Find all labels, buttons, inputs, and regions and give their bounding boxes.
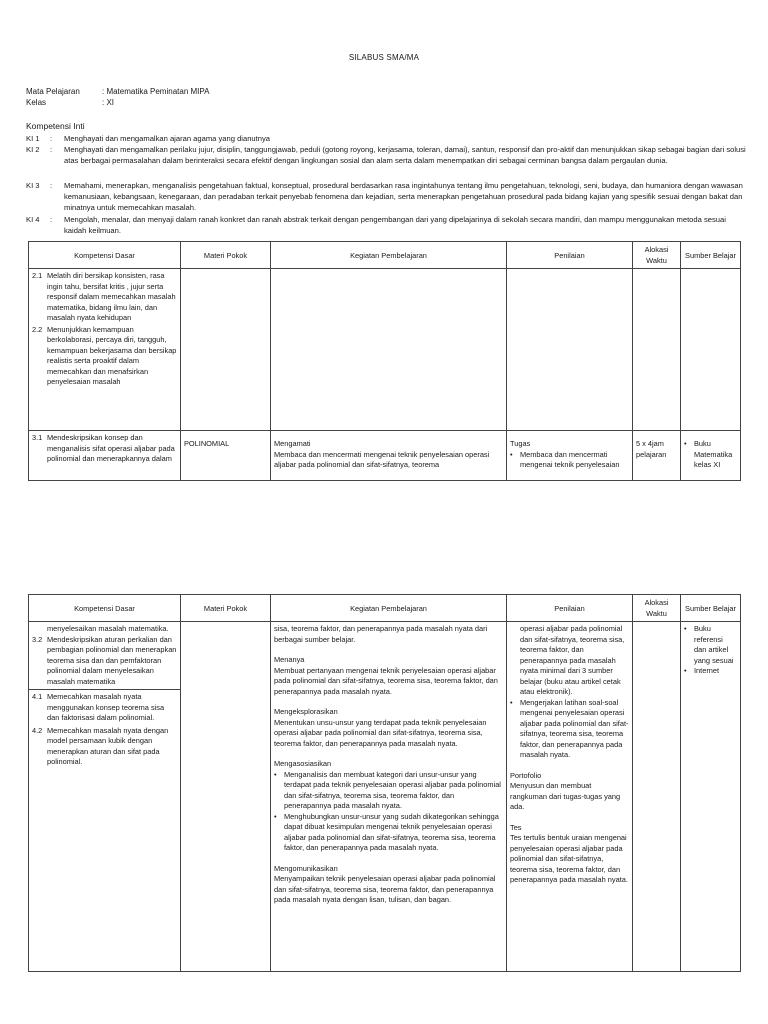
penilaian-cell [507,622,633,972]
assessment-heading: Portofolio [510,770,542,780]
header-materi: Materi Pokok [181,595,271,622]
ki-row: KI 2 : Menghayati dan mengamalkan perilaku jujur, disiplin, tanggungjawab, peduli (gotong royong, kerjasama, toleran, damai), santun, responsif dan pro-aktif dan menunjukkan sikap sebagai bagian dari solusi atas berbagai permasalahan dalam berinteraksi secara efektif dengan lingkungan sosial dan alam serta dalam menempatkan diri sebagai cerminan bangsa dalam pergaulan dunia. [26,145,746,165]
ki-text: Mengolah, menalar, dan menyaji dalam ranah konkret dan ranah abstrak terkait dengan pengembangan dari yang dipelajarinya di sekolah secara mandiri, dan mampu menggunakan metoda sesuai kaidah keilmuan. [64,215,726,235]
assessment-text: Menyusun dan membuat rangkuman dari tugas-tugas yang ada. [510,781,621,811]
kd-continuation: menyelesaikan masalah matematika. [47,624,169,633]
kd-item: 3.1 Mendeskripsikan konsep dan menganalisis sifat operasi aljabar pada polinomial dan menerapkannya dalam [32,433,175,463]
kd-4-cell [29,690,181,972]
ki-code: KI 2 [26,145,40,154]
source-bullet: • Buku referensi dan artikel yang sesuai [684,624,734,665]
kd-sikap-cell [29,269,181,431]
sumber-cell [681,431,741,481]
activity-heading: Mengomunikasikan [274,863,338,873]
sumber-cell [681,622,741,972]
header-materi: Materi Pokok [181,242,271,269]
kd-3-2-cell [29,622,181,690]
kd-item: 3.2 Mendeskripsikan aturan perkalian dan pembagian polinomial dan menerapkan teorema sisa dan dan pemfaktoran polinomial dalam menyelesaikan masalah matematika [32,634,177,686]
activity-heading: Mengeksplorasikan [274,707,338,716]
assessment-text: Tes tertulis bentuk uraian mengenai penyelesaian operasi aljabar pada polinomial dan sifat-sifatnya, teorema sisa, teorema faktor, dan penerapannya pada masalah nyata. [510,833,628,884]
ki-heading: Kompetensi Inti [26,121,85,131]
header-penilaian: Penilaian [507,242,633,269]
activity-bullet: • Menganalisis dan membuat kategori dari unsur-unsur yang terdapat pada teknik penyelesaian operasi aljabar pada polinomial dan sifat-sifatnya, teorema sisa, teorema faktor, dan penerapannya pada masalah nyata. [274,769,501,810]
header-alokasi: Alokasi Waktu [633,242,681,269]
assessment-heading: Tugas [510,439,531,448]
activity-text: Menentukan unsu-unsur yang terdapat pada teknik penyelesaian operasi aljabar pada polinomial dan sifat-sifatnya, teorema sisa, teorema faktor, dan penerapannya pada masalah nyata. [274,717,487,748]
document-title: SILABUS SMA/MA [348,53,420,62]
header-sumber: Sumber Belajar [681,242,741,269]
source-bullet: • Buku Matematika kelas XI [684,439,733,469]
ki-code: KI 1 [26,134,40,143]
activity-text: sisa, teorema faktor, dan penerapannya pada masalah nyata dari berbagai sumber belajar. [274,624,488,644]
header-sumber: Sumber Belajar [681,595,741,622]
kd-item: 2.2 Menunjukkan kemampuan berkolaborasi, percaya diri, tangguh, kemampuan bekerjasama dan bersikap realistis serta proaktif dalam memecahkan dan menafsirkan penyelesaian masalah [32,324,177,386]
header-alokasi: Alokasi Waktu [633,595,681,622]
activity-text: Membaca dan mencermati mengenai teknik penyelesaian operasi aljabar pada polinomial dan sifat-sifatnya, teorema [274,449,490,469]
kegiatan-cell [271,622,507,972]
ki-code: KI 4 [26,215,40,224]
kd-3-1-cell [29,431,181,481]
header-kegiatan: Kegiatan Pembelajaran [271,595,507,622]
meta-class [26,98,114,107]
assessment-bullet: • Mengerjakan latihan soal-soal mengenai penyelesaian operasi aljabar pada polinomial dan sifat-sifatnya, teorema sisa, teorema faktor, dan penerapannya pada masalah nyata. [510,697,629,759]
source-bullet: • Internet [684,666,720,675]
alokasi-cell: 5 x 4jam pelajaran [633,431,681,481]
header-penilaian: Penilaian [507,595,633,622]
kd-item: 4.2 Memecahkan masalah nyata dengan model persamaan kubik dengan menerapkan aturan dan sifat pada polinomial. [32,725,169,766]
activity-bullet: • Menghubungkan unsur-unsur yang sudah dikategorikan sehingga dapat dibuat kesimpulan mengenai teknik penyelesaian operasi aljabar pada polinomial dan sifat-sifatnya, teorema sisa, teorema faktor, dan penerapannya pada masalah nyata. [274,811,499,852]
activity-heading: Mengasosiasikan [274,759,332,768]
ki-text: Menghayati dan mengamalkan ajaran agama yang dianutnya [64,134,271,143]
ki-row: KI 4 : Mengolah, menalar, dan menyaji dalam ranah konkret dan ranah abstrak terkait dengan pengembangan dari yang dipelajarinya di sekolah secara mandiri, dan mampu menggunakan metoda sesuai kaidah keilmuan. [26,214,746,236]
kegiatan-cell [271,431,507,481]
meta-subject-label: Mata Pelajaran [26,87,80,96]
ki-text: Menghayati dan mengamalkan perilaku jujur, disiplin, tanggungjawab, peduli (gotong royong, kerjasama, toleran, damai), santun, responsif dan pro-aktif dan menunjukkan sikap sebagai bagian dari solusi atas berbagai permasalahan dalam berinteraksi secara efektif dengan lingkungan sosial dan alam serta dalam menempatkan diri sebagai cerminan bangsa dalam pergaulan dunia. [64,145,746,165]
kd-item: 2.1 Melatih diri bersikap konsisten, rasa ingin tahu, bersifat kritis , jujur serta responsif dalam memecahkan masalah matematika, bidang ilmu lain, dan masalah nyata kehidupan [32,271,176,322]
ki-code: KI 3 [26,181,40,190]
materi-pokok: POLINOMIAL [181,431,271,481]
meta-subject-value: : Matematika Peminatan MIPA [102,87,210,96]
header-kd: Kompetensi Dasar [29,242,181,269]
kd-item: 4.1 Memecahkan masalah nyata menggunakan konsep teorema sisa dan faktorisasi dalam polinomial. [32,692,165,722]
meta-class-label: Kelas [26,98,47,107]
ki-text: Memahami, menerapkan, menganalisis pengetahuan faktual, konseptual, prosedural berdasarkan rasa ingintahunya tentang ilmu pengetahuan, teknologi, seni, budaya, dan humaniora dengan wawasan kemanusiaan, kebangsaan, kenegaraan, dan peradaban terkait penyebab fenomena dan kejadian, serta menerapkan pengetahuan prosedural pada bidang kajian yang spesifik sesuai dengan bakat dan minatnya untuk memecahkan masalah. [64,181,743,212]
header-kegiatan: Kegiatan Pembelajaran [271,242,507,269]
activity-text: Menyampaikan teknik penyelesaian operasi aljabar pada polinomial dan sifat-sifatnya, teorema sisa, teorema faktor, dan penerapannya pada masalah nyata dengan lisan, tulisan, dan bagan. [274,874,496,904]
assessment-bullet: • Membaca dan mencermati mengenai teknik penyelesaian [510,449,620,469]
assessment-heading: Tes [510,822,522,832]
ki-row: KI 1 : Menghayati dan mengamalkan ajaran agama yang dianutnya [26,133,746,144]
penilaian-cell [507,431,633,481]
meta-subject [26,87,209,96]
activity-text: Membuat pertanyaan mengenai teknik penyelesaian operasi aljabar pada polinomial dan sifat-sifatnya, teorema sisa, teorema faktor, dan penerapannya pada masalah nyata. [274,665,498,696]
syllabus-table-page2 [28,594,741,972]
syllabus-table-page1 [28,241,741,481]
header-kd: Kompetensi Dasar [29,595,181,622]
ki-row: KI 3 : Memahami, menerapkan, menganalisis pengetahuan faktual, konseptual, prosedural berdasarkan rasa ingintahunya tentang ilmu pengetahuan, teknologi, seni, budaya, dan humaniora dengan wawasan kemanusiaan, kebangsaan, kenegaraan, dan peradaban terkait penyebab fenomena dan kejadian, serta menerapkan pengetahuan prosedural pada bidang kajian yang spesifik sesuai dengan bakat dan minatnya untuk memecahkan masalah. [26,180,746,213]
activity-heading: Mengamati [274,439,311,448]
meta-class-value: : XI [102,98,115,107]
assessment-text: operasi aljabar pada polinomial dan sifat-sifatnya, teorema sisa, teorema faktor, dan penerapannya pada masalah nyata minimal dari 3 sumber belajar (buku atau artikel cetak atau elektronik). [520,624,625,696]
activity-heading: Menanya [274,655,305,664]
